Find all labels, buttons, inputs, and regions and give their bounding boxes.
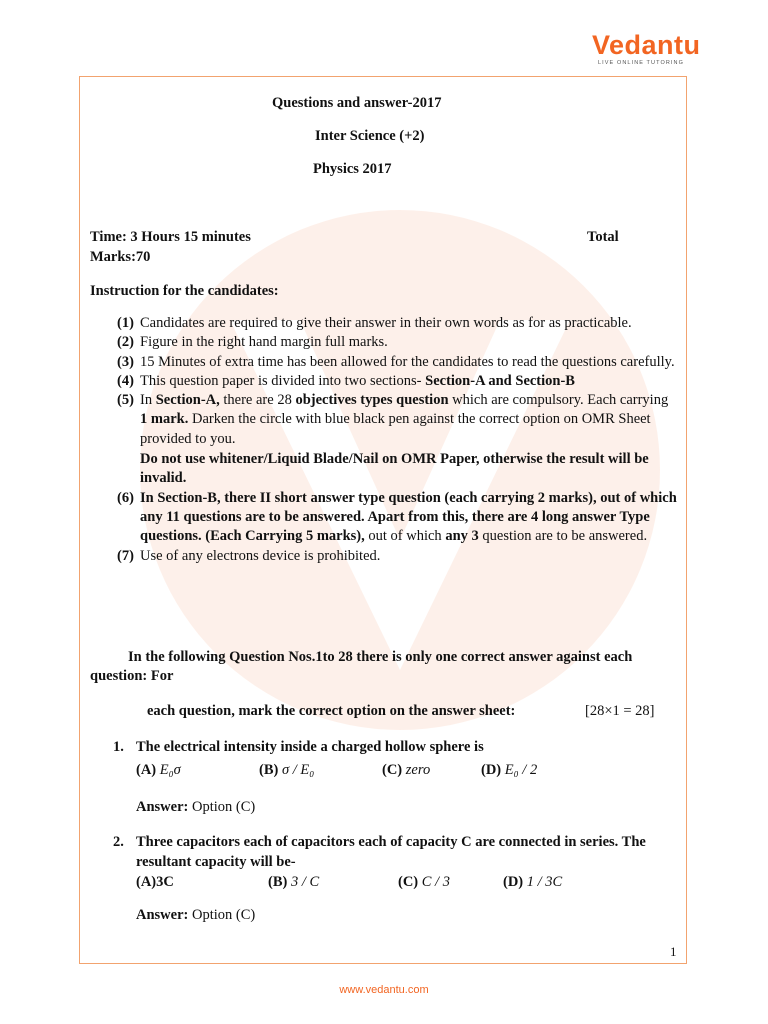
option-label: (D) [481, 762, 502, 778]
option-label: (A) [136, 874, 157, 890]
instruction-item [117, 353, 677, 372]
instruction-number: (2) [117, 334, 134, 351]
option-value: E₀ / 2 [504, 762, 538, 778]
option-c [398, 873, 450, 892]
text-part: there are 28 [219, 392, 296, 409]
answer-line [136, 798, 255, 817]
instruction-text [140, 372, 677, 391]
instruction-text-part: This question paper is divided into two sections- [140, 372, 426, 389]
instruction-text: 15 Minutes of extra time has been allowed for the candidates to read the questions carefully. [140, 353, 675, 370]
instruction-text [140, 391, 677, 449]
spacer [117, 450, 140, 489]
instruction-text: Candidates are required to give their answer in their own words as for as practicable. [140, 315, 632, 331]
option-value: 3C [156, 874, 174, 890]
instruction-number: (4) [117, 372, 134, 389]
instruction-item [117, 489, 677, 547]
option-b [259, 761, 314, 780]
instructions-list [117, 314, 677, 566]
total-label: Total [587, 229, 619, 245]
question-text-cont: resultant capacity will be- [136, 854, 296, 870]
instruction-text: Use of any electrons device is prohibited. [140, 547, 381, 564]
omr-warning: Do not use whitener/Liquid Blade/Nail on OMR Paper, otherwise the result will be invalid. [140, 451, 649, 487]
option-c [382, 761, 430, 780]
logo-brand: Vedantu [592, 30, 701, 60]
header-title: Questions and answer-2017 [272, 95, 442, 111]
vedantu-logo [592, 30, 712, 66]
option-a [136, 761, 181, 780]
bold-part: any 3 [445, 528, 479, 545]
text-part: Darken the circle with blue black pen against the correct option on OMR Sheet provided to you. [140, 411, 651, 447]
instruction-number: (5) [117, 392, 134, 409]
instruction-number: (3) [117, 353, 134, 370]
answer-label: Answer: [136, 907, 189, 923]
option-value: zero [405, 762, 431, 778]
option-label: (C) [382, 762, 403, 778]
section-intro-line1: In the following Question Nos.1to 28 there is only one correct answer against each [128, 649, 633, 665]
option-a [136, 873, 174, 892]
bold-part: objectives types question [295, 392, 449, 409]
section-intro-line3: each question, mark the correct option on the answer sheet: [147, 703, 516, 719]
instruction-sections-bold: Section-A and Section-B [425, 372, 575, 389]
option-value: 1 / 3C [526, 874, 563, 890]
text-part: which are compulsory. Each carrying [448, 392, 669, 409]
option-label: (C) [398, 874, 419, 890]
answer-value: Option (C) [191, 799, 256, 815]
time-info: Time: 3 Hours 15 minutes [90, 229, 251, 245]
bold-part: Section-A, [155, 392, 220, 409]
instruction-item [117, 547, 677, 566]
text-part: In [140, 392, 156, 409]
marks-info: Marks:70 [90, 249, 151, 265]
text-part: question are to be answered. [478, 528, 648, 545]
instruction-number: (6) [117, 489, 134, 506]
section-marks: [28×1 = 28] [585, 703, 655, 719]
instruction-number: (7) [117, 547, 134, 564]
text-part: out of which [364, 528, 446, 545]
instruction-item [117, 372, 677, 391]
option-label: (D) [503, 874, 524, 890]
instructions-heading: Instruction for the candidates: [90, 283, 279, 299]
option-label: (B) [259, 762, 279, 778]
option-label: (A) [136, 762, 157, 778]
answer-label: Answer: [136, 799, 189, 815]
bold-part: 1 mark. [140, 411, 189, 428]
instruction-text: Figure in the right hand margin full marks. [140, 334, 388, 351]
instruction-number: (1) [117, 315, 134, 331]
option-value: 3 / C [290, 874, 320, 890]
question-number: 2. [113, 834, 124, 850]
question-text: Three capacitors each of capacitors each of capacity C are connected in series. The [136, 834, 646, 850]
option-b [268, 873, 319, 892]
question-text: The electrical intensity inside a charged hollow sphere is [136, 739, 484, 755]
instruction-item [117, 391, 677, 449]
option-d [503, 873, 562, 892]
option-value: σ / E₀ [281, 762, 315, 778]
option-value: E₀σ [159, 762, 181, 778]
header-subject: Inter Science (+2) [315, 128, 425, 144]
logo-tagline: LIVE ONLINE TUTORING [598, 60, 684, 66]
option-label: (B) [268, 874, 288, 890]
instruction-item [117, 314, 677, 333]
bold-part: In Section-B, there II short answer type question (each carrying 2 marks), out of which any 11 questions are to be answered. Apart from this, there are 4 long answer Type questions. (Each Carrying 5 marks), [140, 489, 677, 545]
answer-value: Option (C) [191, 907, 256, 923]
footer-url[interactable]: www.vedantu.com [339, 984, 429, 996]
option-value: C / 3 [421, 874, 450, 890]
option-d [481, 761, 537, 780]
question-number: 1. [113, 739, 124, 755]
warning-row [117, 450, 677, 489]
header-paper: Physics 2017 [313, 161, 392, 177]
instruction-text [140, 489, 677, 547]
answer-line [136, 906, 255, 925]
page-number: 1 [670, 944, 677, 959]
instruction-item [117, 333, 677, 352]
section-intro-line2: question: For [90, 668, 174, 684]
